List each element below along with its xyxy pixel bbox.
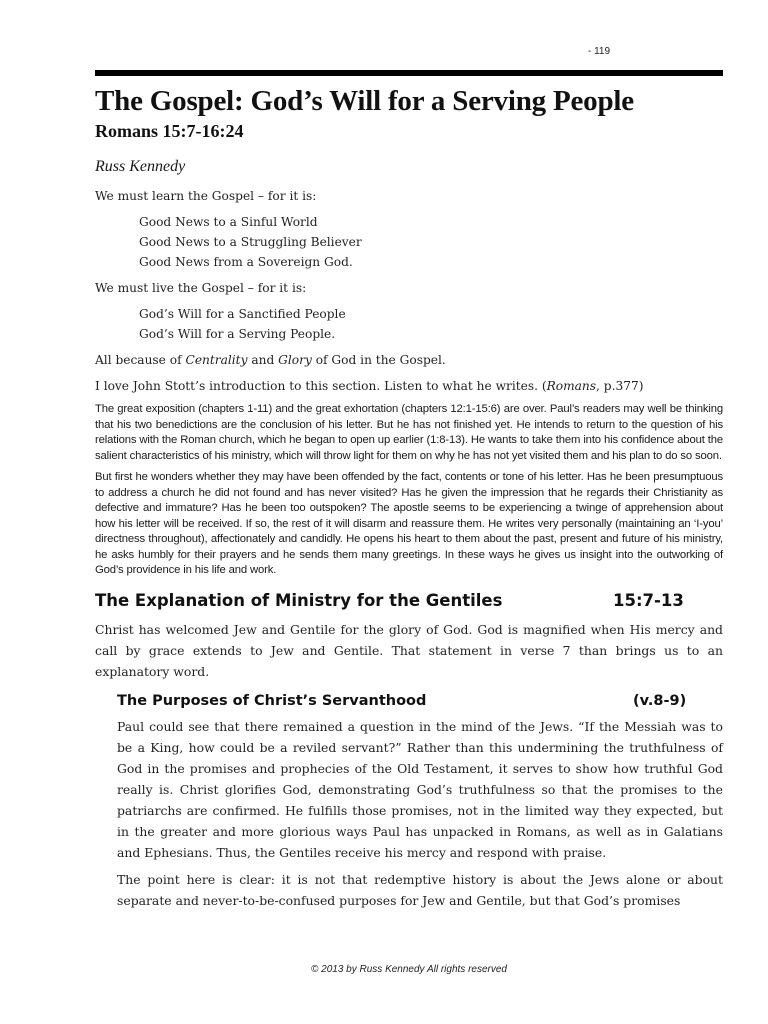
section-heading-text: The Explanation of Ministry for the Gentiles	[95, 590, 503, 610]
stott-book: Romans	[546, 379, 597, 393]
subsection-reference: (v.8-9)	[633, 692, 687, 709]
subsection	[95, 690, 723, 911]
stott-part2: , p.377)	[596, 379, 644, 393]
list-item: Good News to a Sinful World	[139, 215, 318, 229]
copyright-footer: © 2013 by Russ Kennedy All rights reserved	[311, 964, 507, 975]
live-list	[95, 304, 723, 344]
stott-line	[95, 376, 723, 396]
page-title: The Gospel: God’s Will for a Serving People	[95, 85, 634, 117]
learn-list	[95, 212, 723, 272]
section-reference: 15:7-13	[613, 590, 684, 610]
learn-line: We must learn the Gospel – for it is:	[95, 189, 317, 203]
because-part2: and	[247, 353, 279, 367]
author-name: Russ Kennedy	[95, 158, 186, 175]
section-heading	[95, 589, 723, 613]
document-body	[95, 82, 723, 917]
quote-paragraph-1: The great exposition (chapters 1-11) and the great exhortation (chapters 12:1-15:6) are over. Paul’s readers may well be thinking that his two benedictions are the conclusion of his letter. But he has not finished yet. He intends to return to the question of his relations with the Roman church, which he began to open up earlier (1:8-13). He wants to take them into his confidence about the salient characteristics of his ministry, which will throw light for them on why he has not yet visited them and his plan to do so soon.	[95, 403, 723, 462]
page-number: - 119	[588, 46, 611, 57]
section-body: Christ has welcomed Jew and Gentile for the glory of God. God is magnified when His mercy and call by grace extends to Jew and Gentile. That statement in verse 7 than brings us to an explanatory word.	[95, 621, 723, 679]
live-line: We must live the Gospel – for it is:	[95, 281, 307, 295]
glory-word: Glory	[278, 353, 312, 367]
subsection-body-1: Paul could see that there remained a question in the mind of the Jews. “If the Messiah was to be a King, how could be a reviled servant?” Rather than this undermining the truthfulness of God in the promises and prophecies of the Old Testament, it serves to show how truthful God really is. Christ glorifies God, demonstrating God’s truthfulness so that the promises to the patriarchs are confirmed. He fulfills those promises, not in the limited way they expected, but in the greater and more glorious ways Paul has unpacked in Romans, as well as in Galatians and Ephesians. Thus, the Gentiles receive his mercy and respond with praise.	[117, 718, 723, 860]
list-item: Good News from a Sovereign God.	[139, 255, 353, 269]
because-part3: of God in the Gospel.	[311, 353, 446, 367]
list-item: Good News to a Struggling Believer	[139, 235, 362, 249]
subsection-heading	[117, 690, 723, 712]
because-part1: All because of	[95, 353, 186, 367]
top-rule	[95, 70, 723, 76]
centrality-word: Centrality	[185, 353, 248, 367]
subsection-body-2: The point here is clear: it is not that redemptive history is about the Jews alone or about separate and never-to-be-confused purposes for Jew and Gentile, but that God’s promises	[117, 871, 723, 908]
quote-paragraph-2: But first he wonders whether they may have been offended by the fact, contents or tone of his letter. Has he been presumptuous to address a church he did not found and has never visited? Has he given the impression that he regards their Christianity as defective and immature? Has he been too outspoken? The apostle seems to be experiencing a twinge of apprehension about how his letter will be received. If so, the rest of it will disarm and reassure them. He writes very personally (maintaining an ‘I-you’ directness throughout), affectionately and candidly. He opens his heart to them about the past, present and future of his ministry, he asks humbly for their prayers and he sends them many greetings. In these ways he gives us insight into the outworking of God’s providence in his life and work.	[95, 471, 723, 576]
stott-part1: I love John Stott’s introduction to this section. Listen to what he writes. (	[95, 379, 547, 393]
scripture-reference: Romans 15:7-16:24	[95, 121, 244, 141]
because-line	[95, 350, 723, 370]
list-item: God’s Will for a Serving People.	[139, 327, 336, 341]
subsection-heading-text: The Purposes of Christ’s Servanthood	[117, 692, 427, 709]
list-item: God’s Will for a Sanctified People	[139, 307, 346, 321]
